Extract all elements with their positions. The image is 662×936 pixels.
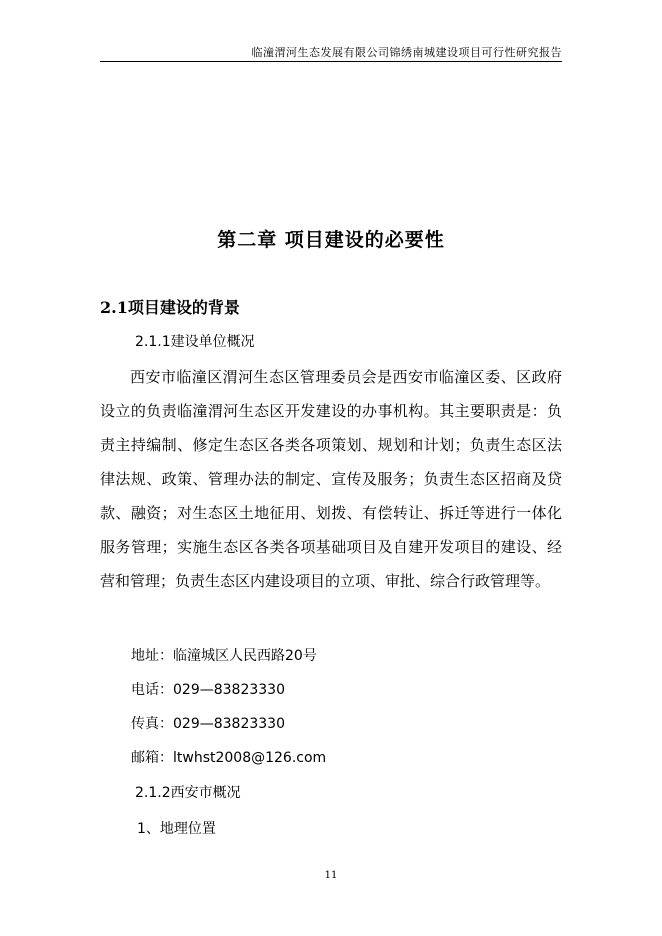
body-paragraph: 西安市临潼区渭河生态区管理委员会是西安市临潼区委、区政府设立的负责临潼渭河生态区开发建设的办事机构。其主要职责是：负责主持编制、修定生态区各类各项策划、规划和计划；负责生态区法律法规、政策、管理办法的制定、宣传及服务；负责生态区招商及贷款、融资；对生态区土地征用、划拨、有偿转让、拆迁等进行一体化服务管理；实施生态区各类各项基础项目及自建开发项目的建设、经营和管理；负责生态区内建设项目的立项、审批、综合行政管理等。 bbox=[100, 368, 562, 590]
contact-address: 地址：临潼城区人民西路20号 bbox=[131, 648, 317, 664]
running-header: 临潼渭河生态发展有限公司锦绣南城建设项目可行性研究报告 bbox=[251, 46, 562, 59]
contact-email: 邮箱：ltwhst2008@126.com bbox=[131, 750, 327, 766]
header-divider bbox=[100, 61, 562, 62]
chapter-title: 第二章 项目建设的必要性 bbox=[217, 229, 445, 251]
page-number: 11 bbox=[324, 870, 338, 881]
list-item-geography: 1、地理位置 bbox=[137, 821, 216, 837]
contact-phone: 电话：029—83823330 bbox=[131, 682, 285, 698]
section-title: 2.1项目建设的背景 bbox=[100, 298, 240, 317]
contact-fax: 传真：029—83823330 bbox=[131, 716, 285, 732]
subsection-title-2-1-1: 2.1.1建设单位概况 bbox=[135, 334, 255, 350]
subsection-title-2-1-2: 2.1.2西安市概况 bbox=[135, 785, 241, 801]
